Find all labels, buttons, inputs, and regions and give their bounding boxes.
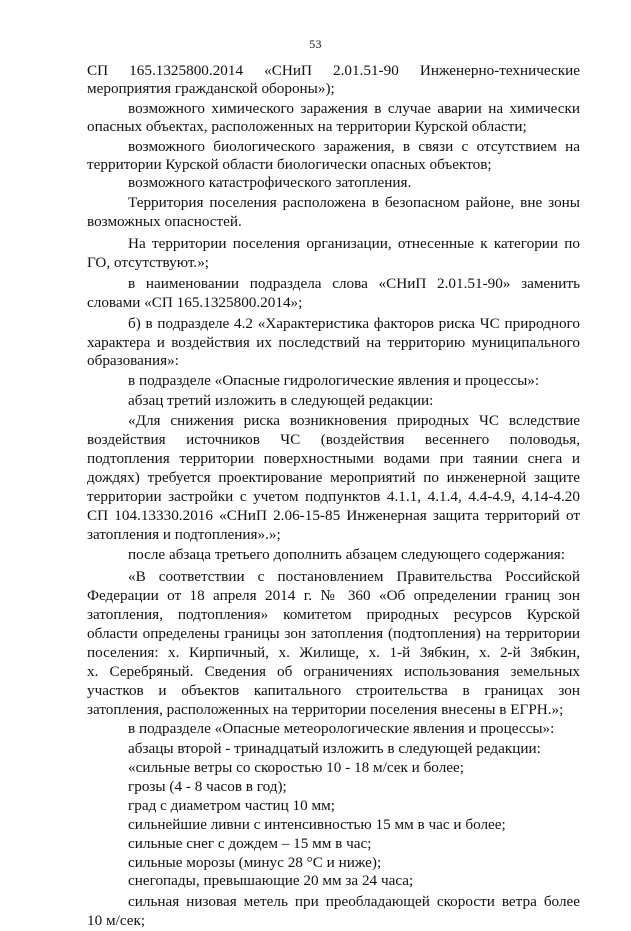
text-line: СП 165.1325800.2014 «СНиП 2.01.51-90 Инженерно-технические (87, 62, 580, 79)
text-line: сильная низовая метель при преобладающей скорости ветра более (128, 893, 580, 910)
text-line: после абзаца третьего дополнить абзацем следующего содержания: (128, 546, 565, 563)
text-line: грозы (4 - 8 часов в год); (128, 778, 287, 795)
text-line: На территории поселения организации, отнесенные к категории по (128, 235, 580, 252)
text-line: области определены границы зон затопления (подтопления) на территории (87, 625, 580, 642)
text-line: подтопления территории поверхностными водами при таянии снега и (87, 450, 580, 467)
text-line: сильнейшие ливни с интенсивностью 15 мм в час и более; (128, 816, 506, 833)
text-line: град с диаметром частиц 10 мм; (128, 797, 335, 814)
text-line: х. Серебряный. Сведения об ограничениях использования земельных (87, 663, 580, 680)
text-line: в подразделе «Опасные метеорологические явления и процессы»: (128, 720, 555, 737)
text-line: «сильные ветры со скоростью 10 - 18 м/сек и более; (128, 759, 464, 776)
text-line: словами «СП 165.1325800.2014»; (87, 294, 303, 311)
text-line: территории Курской области биологически опасных объектов; (87, 156, 492, 173)
text-line: возможного биологического заражения, в связи с отсутствием на (128, 138, 580, 155)
text-line: воздействия источников ЧС (воздействия весеннего половодья, (87, 431, 580, 448)
text-line: возможного химического заражения в случае аварии на химически (128, 100, 580, 117)
text-line: в подразделе «Опасные гидрологические явления и процессы»: (128, 372, 540, 389)
text-line: затопления, расположенных на территории поселения внесены в ЕГРН.»; (87, 701, 564, 718)
text-line: территории застройки с учетом подпунктов 4.1.1, 4.1.4, 4.4-4.9, 4.14-4.20 (87, 488, 580, 505)
text-line: участков и объектов капитального строительства в границах зон (87, 682, 580, 699)
text-line: сильные морозы (минус 28 °С и ниже); (128, 854, 382, 871)
text-line: в наименовании подраздела слова «СНиП 2.01.51-90» заменить (128, 275, 580, 292)
text-line: возможного катастрофического затопления. (128, 174, 412, 191)
text-line: 10 м/сек; (87, 912, 146, 929)
text-line: сильные снег с дождем – 15 мм в час; (128, 835, 372, 852)
text-line: опасных объектах, расположенных на территории Курской области; (87, 118, 527, 135)
page-number: 53 (309, 37, 322, 51)
text-line: дождях) требуется проектирование мероприятий по инженерной защите (87, 469, 580, 486)
text-line: абзац третий изложить в следующей редакции: (128, 392, 434, 409)
text-line: затопления и подтопления».»; (87, 526, 281, 543)
text-line: «В соответствии с постановлением Правительства Российской (128, 568, 580, 585)
text-line: Федерации от 18 апреля 2014 г. № 360 «Об определении границ зон (87, 587, 580, 604)
text-line: ГО, отсутствуют.»; (87, 254, 210, 271)
text-line: образования»: (87, 352, 179, 369)
text-line: поселения: х. Кирпичный, х. Жилище, х. 1-й Зябкин, х. 2-й Зябкин, (87, 644, 580, 661)
text-line: «Для снижения риска возникновения природных ЧС вследствие (128, 412, 580, 429)
text-line: характера и воздействия их последствий на территорию муниципального (87, 334, 580, 351)
text-line: затопления, подтопления» комитетом природных ресурсов Курской (87, 606, 580, 623)
text-line: абзацы второй - тринадцатый изложить в следующей редакции: (128, 740, 541, 757)
text-line: снегопады, превышающие 20 мм за 24 часа; (128, 872, 414, 889)
text-line: б) в подразделе 4.2 «Характеристика факторов риска ЧС природного (128, 315, 580, 332)
text-line: мероприятия гражданской обороны»); (87, 80, 335, 97)
text-line: СП 104.13330.2016 «СНиП 2.06-15-85 Инженерная защита территорий от (87, 507, 580, 524)
text-line: Территория поселения расположена в безопасном районе, вне зоны (128, 194, 580, 211)
text-line: возможных опасностей. (87, 213, 242, 230)
